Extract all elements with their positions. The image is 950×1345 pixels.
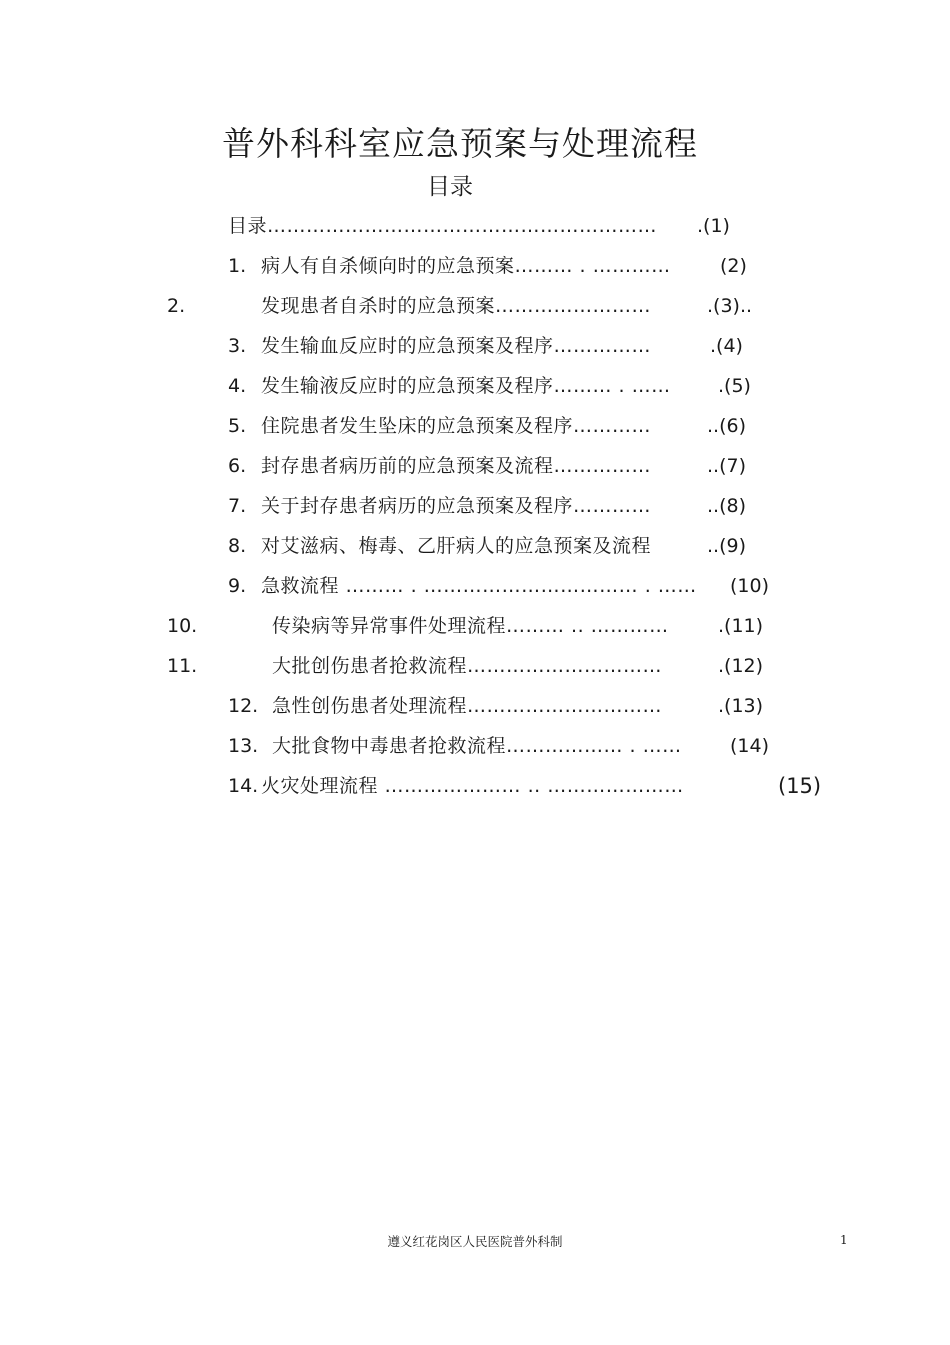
toc-entry-text: 发生输液反应时的应急预案及程序……… . …… <box>261 375 671 397</box>
toc-entry-text: 关于封存患者病历的应急预案及程序………… <box>261 495 652 517</box>
toc-entry-number: 9. <box>228 575 247 597</box>
toc-entry-page: (10) <box>730 575 770 597</box>
toc-entry-number: 12. <box>228 695 259 717</box>
toc-entry-page: (2) <box>720 255 747 277</box>
toc-entry-text: 火灾处理流程 ………………… .. ………………… <box>261 775 684 797</box>
toc-entry-text: 对艾滋病、梅毒、乙肝病人的应急预案及流程 <box>261 535 652 557</box>
toc-entry-text: 急救流程 ……… . …………………………… . …… <box>261 575 697 597</box>
toc-entry-number: 8. <box>228 535 247 557</box>
toc-entry-page: .(1) <box>697 215 730 237</box>
toc-entry-number: 2. <box>167 295 186 317</box>
toc-entry-number: 3. <box>228 335 247 357</box>
toc-entry-page: .(3).. <box>707 295 753 317</box>
toc-entry-number: 14. <box>228 775 259 797</box>
toc-entry-number: 1. <box>228 255 247 277</box>
toc-entry-number: 13. <box>228 735 259 757</box>
toc-entry-text: 传染病等异常事件处理流程……… .. ………… <box>272 615 669 637</box>
toc-entry-page: .(5) <box>718 375 751 397</box>
toc-entry-number: 10. <box>167 615 198 637</box>
toc-entry-page: ..(6) <box>707 415 746 437</box>
toc-entry-text: 大批食物中毒患者抢救流程……………… . …… <box>272 735 682 757</box>
toc-entry-page: .(4) <box>710 335 743 357</box>
toc-entry-page: (15) <box>778 774 822 798</box>
toc-entry-number: 7. <box>228 495 247 517</box>
toc-entry-page: (14) <box>730 735 770 757</box>
toc-entry-text: 封存患者病历前的应急预案及流程…………… <box>261 455 652 477</box>
toc-entry-page: ..(9) <box>707 535 746 557</box>
toc-entry-number: 11. <box>167 655 198 677</box>
toc-entry-text: 大批创伤患者抢救流程………………………… <box>272 655 663 677</box>
toc-entry-page: .(11) <box>718 615 764 637</box>
document-title: 普外科科室应急预案与处理流程 <box>222 124 698 163</box>
footer-text: 遵义红花岗区人民医院普外科制 <box>387 1234 563 1249</box>
toc-entry-page: .(12) <box>718 655 764 677</box>
toc-entry-text: 急性创伤患者处理流程………………………… <box>272 695 663 717</box>
toc-entry-text: 发现患者自杀时的应急预案…………………… <box>261 295 652 317</box>
toc-entry-number: 4. <box>228 375 247 397</box>
toc-entry-page: ..(7) <box>707 455 746 477</box>
toc-entry-text: 目录…………………………………………………… <box>228 215 658 237</box>
toc-heading: 目录 <box>427 174 473 200</box>
toc-entry-number: 5. <box>228 415 247 437</box>
toc-entry-page: .(13) <box>718 695 764 717</box>
toc-entry-text: 住院患者发生坠床的应急预案及程序………… <box>261 415 652 437</box>
toc-entry-text: 病人有自杀倾向时的应急预案……… . ………… <box>261 255 671 277</box>
toc-entry-page: ..(8) <box>707 495 746 517</box>
toc-entry-text: 发生输血反应时的应急预案及程序…………… <box>261 335 652 357</box>
footer-page-number: 1 <box>840 1233 848 1247</box>
toc-entry-number: 6. <box>228 455 247 477</box>
